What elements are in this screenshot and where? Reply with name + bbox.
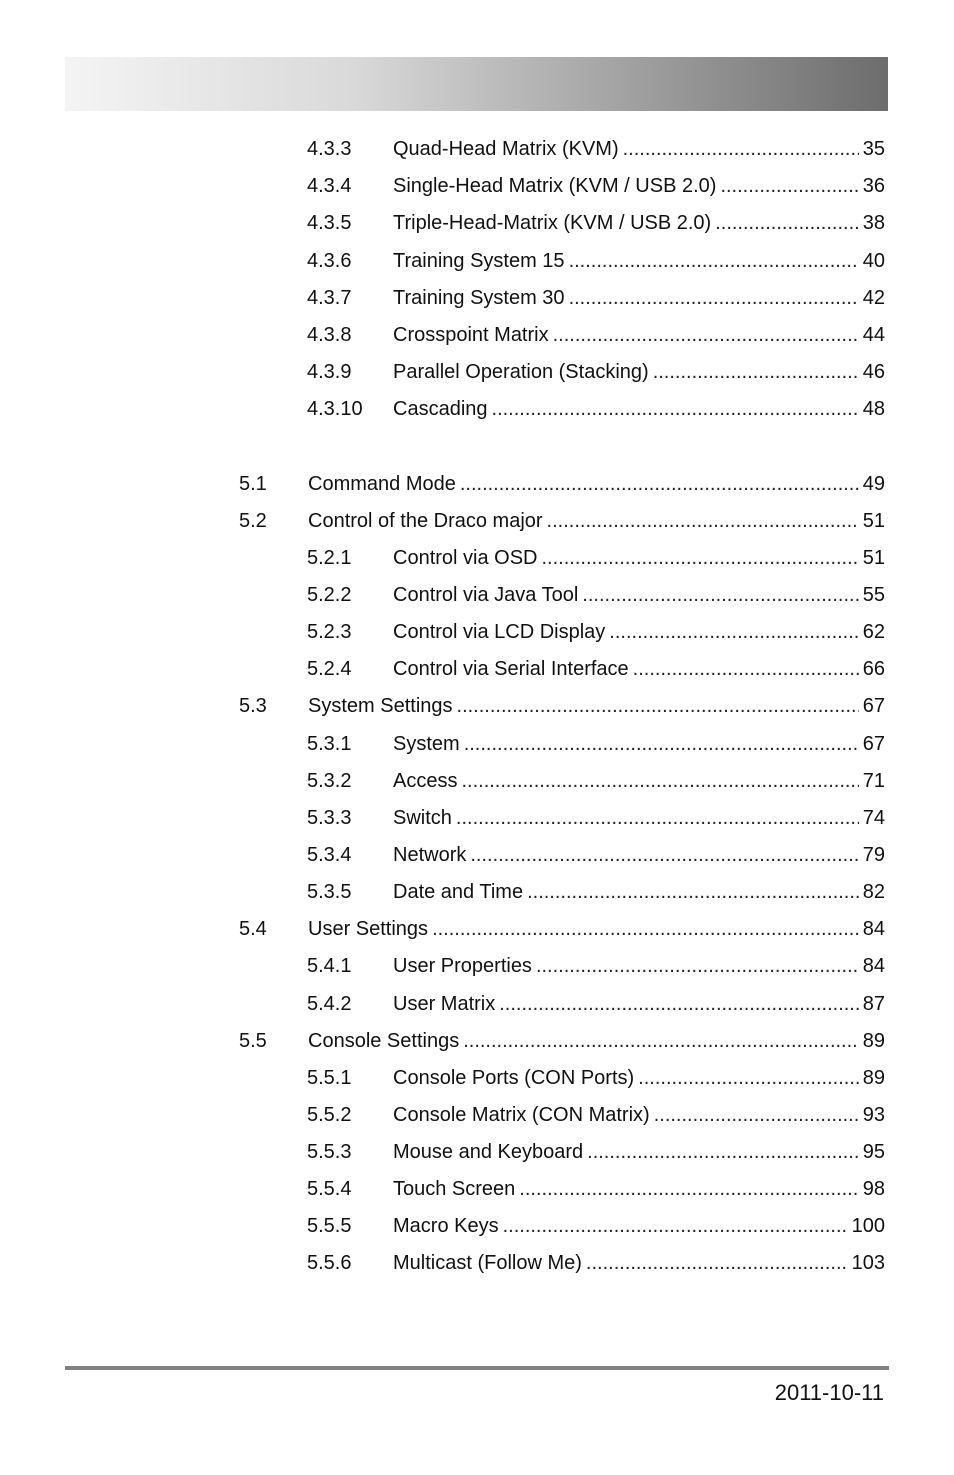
toc-entry-title: Single-Head Matrix (KVM / USB 2.0) xyxy=(393,175,717,197)
footer-rule xyxy=(65,1366,889,1370)
toc-entry-title: System xyxy=(393,733,460,755)
toc-entry[interactable] xyxy=(307,322,885,348)
toc-entry-number: 5.3.3 xyxy=(307,807,352,829)
toc-entry-title: Console Matrix (CON Matrix) xyxy=(393,1104,650,1126)
toc-dot-leader xyxy=(633,656,859,682)
toc-entry-title: Control via OSD xyxy=(393,547,538,569)
toc-entry-page-number: 89 xyxy=(862,1067,885,1089)
toc-dot-leader xyxy=(715,210,859,236)
toc-dot-leader xyxy=(456,805,859,831)
toc-dot-leader xyxy=(519,1176,858,1202)
toc-entry-title: System Settings xyxy=(308,695,453,717)
toc-dot-leader xyxy=(542,545,859,571)
toc-entry-number: 5.2.3 xyxy=(307,621,352,643)
footer-date: 2011-10-11 xyxy=(774,1380,884,1405)
toc-entry[interactable] xyxy=(239,471,885,497)
toc-entry-page-number: 35 xyxy=(862,138,885,160)
toc-entry-page-number: 51 xyxy=(862,547,885,569)
toc-entry-page-number: 93 xyxy=(862,1104,885,1126)
toc-dot-leader xyxy=(638,1065,859,1091)
toc-entry-number: 5.5.2 xyxy=(307,1104,352,1126)
toc-entry-title: Training System 30 xyxy=(393,287,565,309)
toc-entry-title: User Settings xyxy=(308,918,429,940)
toc-entry-title: Access xyxy=(393,770,458,792)
toc-entry-title: Quad-Head Matrix (KVM) xyxy=(393,138,619,160)
toc-entry[interactable] xyxy=(239,1028,885,1054)
toc-dot-leader xyxy=(457,693,859,719)
toc-entry[interactable] xyxy=(307,545,885,571)
toc-entry-page-number: 38 xyxy=(862,212,885,234)
toc-entry-number: 5.5.1 xyxy=(307,1067,352,1089)
toc-entry[interactable] xyxy=(307,1065,885,1091)
toc-entry[interactable] xyxy=(239,508,885,534)
toc-entry-title: Date and Time xyxy=(393,881,524,903)
toc-entry[interactable] xyxy=(307,173,885,199)
toc-entry-number: 4.3.5 xyxy=(307,212,352,234)
toc-entry[interactable] xyxy=(307,619,885,645)
toc-entry-title: Triple-Head-Matrix (KVM / USB 2.0) xyxy=(393,212,712,234)
toc-entry-page-number: 66 xyxy=(862,658,885,680)
toc-dot-leader xyxy=(536,953,859,979)
toc-entry-number: 5.5 xyxy=(239,1030,267,1052)
toc-entry-number: 5.1 xyxy=(239,473,267,495)
toc-entry[interactable] xyxy=(307,953,885,979)
toc-entry[interactable] xyxy=(307,248,885,274)
toc-dot-leader xyxy=(463,1028,859,1054)
toc-entry-title: Parallel Operation (Stacking) xyxy=(393,361,649,383)
toc-dot-leader xyxy=(547,508,859,534)
toc-entry[interactable] xyxy=(307,359,885,385)
toc-entry-title: Switch xyxy=(393,807,452,829)
toc-entry-number: 5.3.5 xyxy=(307,881,352,903)
toc-entry-title: Command Mode xyxy=(308,473,456,495)
toc-dot-leader xyxy=(461,768,858,794)
toc-entry-title: User Properties xyxy=(393,955,532,977)
toc-entry-number: 5.3.1 xyxy=(307,733,352,755)
toc-dot-leader xyxy=(654,1102,859,1128)
toc-entry-page-number: 49 xyxy=(862,473,885,495)
toc-entry[interactable] xyxy=(307,805,885,831)
toc-dot-leader xyxy=(586,1250,848,1276)
toc-entry-page-number: 40 xyxy=(862,250,885,272)
toc-entry[interactable] xyxy=(307,768,885,794)
toc-entry-title: User Matrix xyxy=(393,993,496,1015)
toc-entry-title: Crosspoint Matrix xyxy=(393,324,549,346)
toc-entry-page-number: 36 xyxy=(862,175,885,197)
toc-entry[interactable] xyxy=(307,285,885,311)
toc-entry-number: 5.3 xyxy=(239,695,267,717)
toc-entry-title: Control via LCD Display xyxy=(393,621,606,643)
toc-entry[interactable] xyxy=(307,136,885,162)
toc-entry-page-number: 89 xyxy=(862,1030,885,1052)
toc-entry-page-number: 71 xyxy=(862,770,885,792)
toc-dot-leader xyxy=(432,916,859,942)
toc-entry[interactable] xyxy=(307,210,885,236)
toc-dot-leader xyxy=(587,1139,859,1165)
toc-entry-page-number: 67 xyxy=(862,733,885,755)
toc-entry-page-number: 100 xyxy=(851,1215,885,1237)
toc-entry[interactable] xyxy=(307,1176,885,1202)
toc-entry-page-number: 74 xyxy=(862,807,885,829)
toc-entry-number: 5.4.1 xyxy=(307,955,352,977)
toc-dot-leader xyxy=(503,1213,848,1239)
toc-entry-number: 5.3.4 xyxy=(307,844,352,866)
toc-entry[interactable] xyxy=(307,1250,885,1276)
toc-entry-number: 5.2.1 xyxy=(307,547,352,569)
toc-entry-page-number: 79 xyxy=(862,844,885,866)
toc-entry-title: Network xyxy=(393,844,467,866)
toc-entry[interactable] xyxy=(307,582,885,608)
toc-dot-leader xyxy=(720,173,858,199)
toc-dot-leader xyxy=(492,396,859,422)
toc-entry[interactable] xyxy=(307,991,885,1017)
toc-dot-leader xyxy=(623,136,859,162)
toc-entry-title: Macro Keys xyxy=(393,1215,499,1237)
toc-entry-number: 5.4 xyxy=(239,918,267,940)
toc-entry-number: 5.2 xyxy=(239,510,267,532)
toc-entry-page-number: 42 xyxy=(862,287,885,309)
toc-entry-page-number: 55 xyxy=(862,584,885,606)
toc-entry-number: 5.4.2 xyxy=(307,993,352,1015)
toc-entry-number: 5.2.2 xyxy=(307,584,352,606)
toc-entry-page-number: 67 xyxy=(862,695,885,717)
toc-entry-number: 4.3.9 xyxy=(307,361,352,383)
toc-dot-leader xyxy=(569,285,859,311)
toc-entry-number: 5.5.4 xyxy=(307,1178,352,1200)
toc-entry[interactable] xyxy=(307,656,885,682)
toc-entry-title: Control of the Draco major xyxy=(308,510,543,532)
toc-entry-number: 5.3.2 xyxy=(307,770,352,792)
toc-dot-leader xyxy=(653,359,859,385)
toc-entry-page-number: 48 xyxy=(862,398,885,420)
toc-entry-page-number: 82 xyxy=(862,881,885,903)
toc-entry-title: Multicast (Follow Me) xyxy=(393,1252,582,1274)
toc-entry-title: Touch Screen xyxy=(393,1178,516,1200)
toc-entry-title: Training System 15 xyxy=(393,250,565,272)
toc-entry-number: 5.5.3 xyxy=(307,1141,352,1163)
toc-dot-leader xyxy=(553,322,859,348)
toc-entry[interactable] xyxy=(307,1213,885,1239)
toc-entry-number: 5.5.6 xyxy=(307,1252,352,1274)
toc-entry[interactable] xyxy=(307,396,885,422)
toc-entry-number: 4.3.3 xyxy=(307,138,352,160)
toc-entry-title: Control via Java Tool xyxy=(393,584,579,606)
toc-entry-page-number: 98 xyxy=(862,1178,885,1200)
toc-entry[interactable] xyxy=(307,1139,885,1165)
toc-entry-page-number: 84 xyxy=(862,955,885,977)
toc-dot-leader xyxy=(464,731,859,757)
toc-entry-title: Console Settings xyxy=(308,1030,460,1052)
toc-entry-page-number: 44 xyxy=(862,324,885,346)
toc-entry-page-number: 84 xyxy=(862,918,885,940)
toc-entry-title: Console Ports (CON Ports) xyxy=(393,1067,635,1089)
toc-entry-page-number: 95 xyxy=(862,1141,885,1163)
toc-entry[interactable] xyxy=(307,1102,885,1128)
toc-entry-number: 5.5.5 xyxy=(307,1215,352,1237)
toc-dot-leader xyxy=(460,471,859,497)
toc-dot-leader xyxy=(582,582,858,608)
toc-dot-leader xyxy=(569,248,859,274)
toc-entry-title: Cascading xyxy=(393,398,488,420)
toc-entry[interactable] xyxy=(307,879,885,905)
toc-dot-leader xyxy=(527,879,859,905)
toc-dot-leader xyxy=(470,842,858,868)
toc-entry-number: 4.3.4 xyxy=(307,175,352,197)
toc-dot-leader xyxy=(499,991,859,1017)
toc-entry-page-number: 87 xyxy=(862,993,885,1015)
toc-entry-number: 4.3.10 xyxy=(307,398,363,420)
header-gradient-bar xyxy=(65,57,888,111)
toc-entry-number: 5.2.4 xyxy=(307,658,352,680)
toc-entry[interactable] xyxy=(307,731,885,757)
toc-entry-page-number: 51 xyxy=(862,510,885,532)
toc-entry[interactable] xyxy=(239,916,885,942)
toc-entry-title: Control via Serial Interface xyxy=(393,658,629,680)
toc-entry-page-number: 103 xyxy=(851,1252,885,1274)
toc-entry-page-number: 46 xyxy=(862,361,885,383)
toc-entry[interactable] xyxy=(239,693,885,719)
toc-entry-number: 4.3.6 xyxy=(307,250,352,272)
toc-entry-number: 4.3.8 xyxy=(307,324,352,346)
toc-entry-page-number: 62 xyxy=(862,621,885,643)
toc-entry-number: 4.3.7 xyxy=(307,287,352,309)
toc-entry[interactable] xyxy=(307,842,885,868)
toc-dot-leader xyxy=(609,619,858,645)
toc-entry-title: Mouse and Keyboard xyxy=(393,1141,584,1163)
